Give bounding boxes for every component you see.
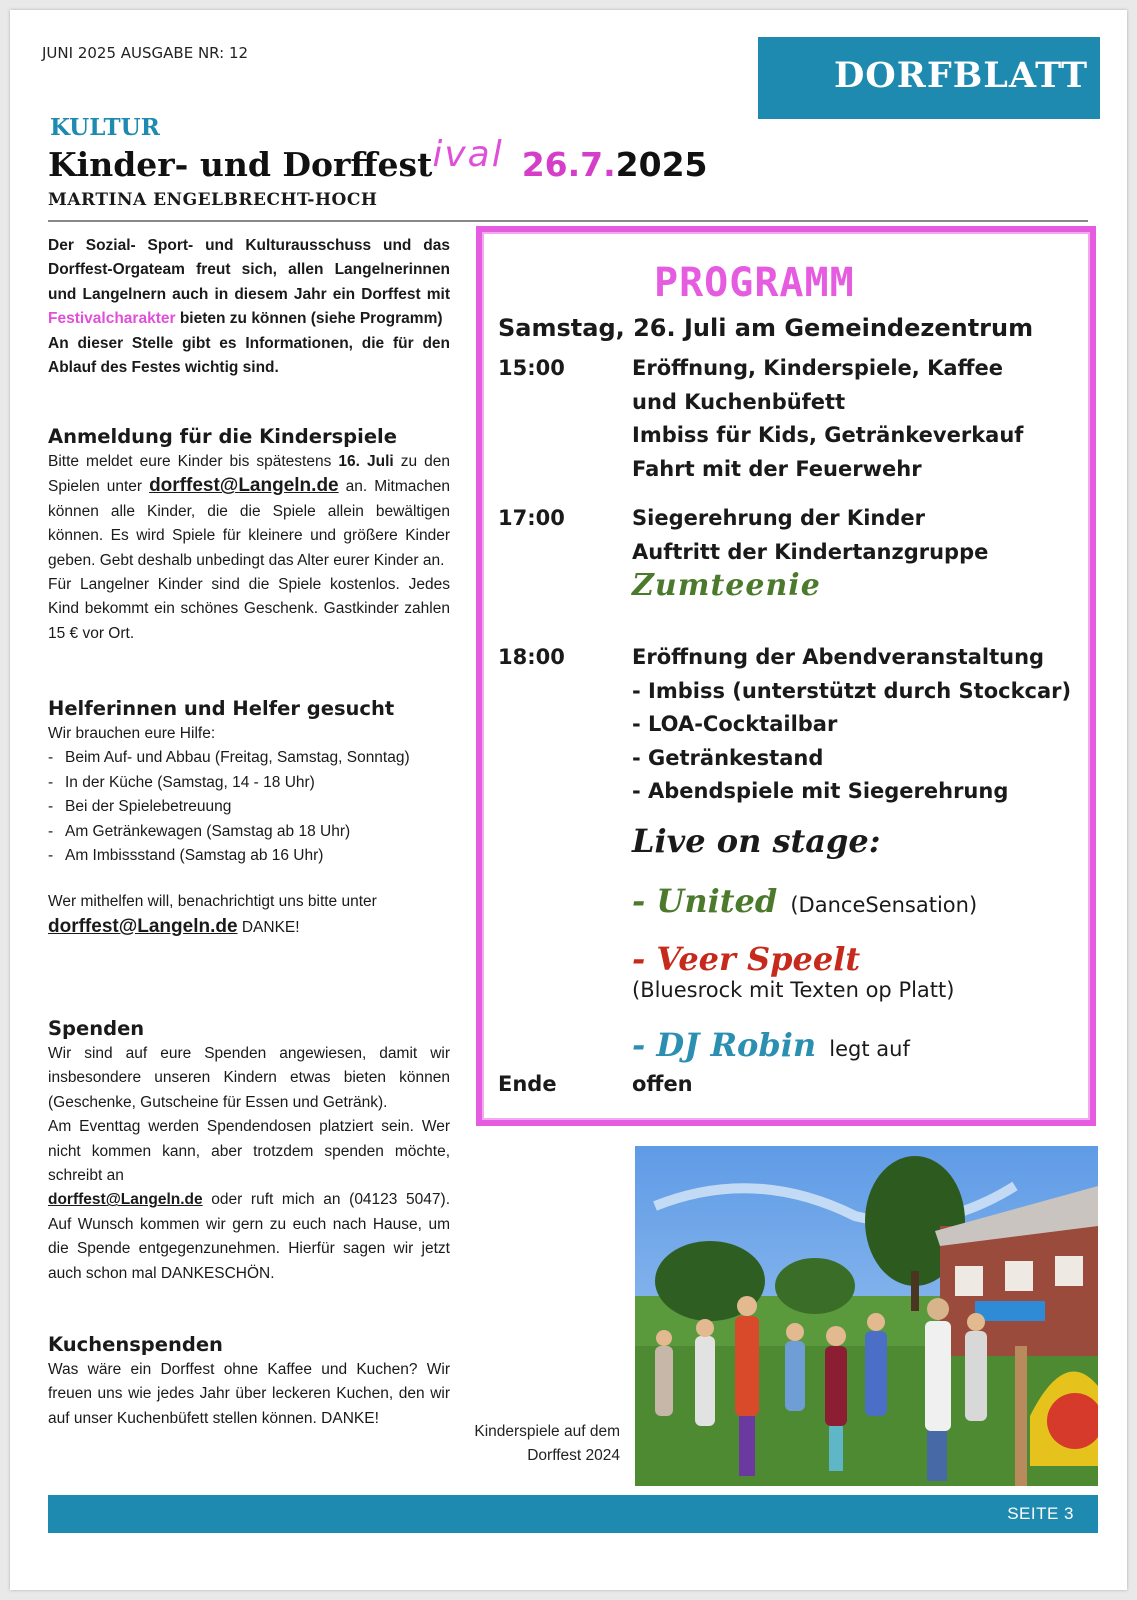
schedule-lines: Eröffnung, Kinderspiele, Kaffee und Kuchenbüfett Imbiss für Kids, Getränkeverkauf Fahrt mit der Feuerwehr [632, 356, 1024, 481]
headline-main: Kinder- und Dorffest [48, 145, 433, 184]
email-link[interactable]: dorffest@Langeln.de [48, 915, 238, 937]
schedule-lines: Eröffnung der Abendveranstaltung - Imbiss (unterstützt durch Stockcar) - LOA-Cocktailbar - Getränkestand - Abendspiele mit Siegerehrung [632, 645, 1072, 803]
anmeldung-block [48, 424, 450, 646]
anmeldung-text: Bitte meldet eure Kinder bis spätestens 16. Juli zu den Spielen unter dorffest@Langeln.de an. Mitmachen können alle Kinder, die die Spiele allein bewältigen können. Es wird Spiele für kleinere und größere Kinder geben. Gebt deshalb unbedingt das Alter eurer Kinder an. Für Langelner Kinder sind die Spiele kostenlos. Jedes Kind bekommt ein schönes Geschenk. Gastkinder zahlen 15 € vor Ort. [48, 453, 451, 642]
act-united: - United (DanceSensation) [632, 882, 978, 920]
act-dj-robin: - DJ Robin legt auf [632, 1026, 910, 1064]
deadline: 16. Juli [338, 453, 394, 470]
time: 18:00 [498, 645, 565, 669]
kuchen-text: Was wäre ein Dorffest ohne Kaffee und Kuchen? Wir freuen uns wie jedes Jahr über leckeren Kuchen, den wir auf unser Kuchenbüfett stellen können. DANKE! [48, 1361, 450, 1427]
list-item: - Bei der Spielebetreuung [48, 795, 450, 819]
photo-caption: Kinderspiele auf dem Dorffest 2024 [474, 1423, 620, 1464]
act-veer-speelt: - Veer Speelt (Bluesrock mit Texten op Platt) [632, 940, 955, 1002]
author: MARTINA ENGELBRECHT-HOCH [48, 190, 378, 210]
newsletter-page [10, 10, 1127, 1590]
helfer-contact: Wer mithelfen will, benachrichtigt uns bitte unter dorffest@Langeln.de DANKE! [48, 893, 377, 937]
masthead: DORFBLATT [758, 37, 1100, 119]
article-headline [48, 134, 708, 185]
anmeldung-heading: Anmeldung für die Kinderspiele [48, 425, 397, 448]
end-label: Ende [498, 1072, 557, 1096]
photo-illustration [635, 1146, 1098, 1486]
kuchen-heading: Kuchenspenden [48, 1333, 223, 1356]
intro-block [48, 234, 450, 380]
email-link[interactable]: dorffest@Langeln.de [149, 475, 339, 497]
email-link[interactable]: dorffest@Langeln.de [48, 1191, 203, 1209]
kuchen-block [48, 1332, 450, 1431]
programm-subtitle: Samstag, 26. Juli am Gemeindezentrum [498, 314, 1034, 342]
section-label: KULTUR [50, 114, 160, 141]
divider [48, 220, 1088, 222]
spenden-text: Wir sind auf eure Spenden angewiesen, damit wir insbesondere unseren Kindern etwas bieten können (Geschenke, Gutscheine für Essen und Getränk). Am Eventtag werden Spendendosen platziert sein. Wer nicht kommen kann, aber trotzdem spenden möchte, schreibt an dorffest@Langeln.de oder ruft mich an (04123 5047). Auf Wunsch kommen wir gern zu euch nach Hause, um die Spende entgegenzunehmen. Hierfür sagen wir jetzt auch schon mal DANKESCHÖN. [48, 1045, 450, 1282]
time: 15:00 [498, 356, 565, 380]
footer-bar [48, 1495, 1098, 1533]
festival-photo [635, 1146, 1098, 1486]
issue-label: JUNI 2025 AUSGABE NR: 12 [42, 44, 249, 62]
helfer-block [48, 696, 450, 940]
list-item: - Am Getränkewagen (Samstag ab 18 Uhr) [48, 820, 450, 844]
end-value: offen [632, 1072, 693, 1096]
headline-year: 2025 [615, 145, 708, 184]
headline-date: 26.7. [521, 145, 616, 184]
headline-suffix: ival [432, 134, 504, 175]
list-item: - Beim Auf- und Abbau (Freitag, Samstag, Sonntag) [48, 746, 450, 770]
list-item: - In der Küche (Samstag, 14 - 18 Uhr) [48, 771, 450, 795]
page-number: SEITE 3 [1007, 1504, 1074, 1523]
dance-group: Zumteenie [632, 568, 821, 603]
helper-list [48, 746, 450, 868]
festival-highlight: Festivalcharakter [48, 310, 176, 328]
time: 17:00 [498, 506, 565, 530]
helfer-lead: Wir brauchen eure Hilfe: [48, 725, 216, 742]
programm-box [476, 226, 1096, 1126]
programm-title: PROGRAMM [654, 260, 855, 306]
list-item: - Am Imbissstand (Samstag ab 16 Uhr) [48, 844, 450, 868]
spenden-heading: Spenden [48, 1017, 145, 1040]
helfer-heading: Helferinnen und Helfer gesucht [48, 697, 395, 720]
live-on-stage: Live on stage: [632, 822, 881, 860]
intro-text: Der Sozial- Sport- und Kulturausschuss und das Dorffest-Orgateam freut sich, allen Langelnerinnen und Langelnern auch in diesem Jahr ein Dorffest mit Festivalcharakter bieten zu können (siehe Programm) An dieser Stelle gibt es Informationen, die für den Ablauf des Festes wichtig sind. [48, 237, 450, 377]
schedule-lines: Siegerehrung der Kinder Auftritt der Kindertanzgruppe Zumteenie [632, 502, 1102, 603]
spenden-block [48, 1016, 450, 1286]
